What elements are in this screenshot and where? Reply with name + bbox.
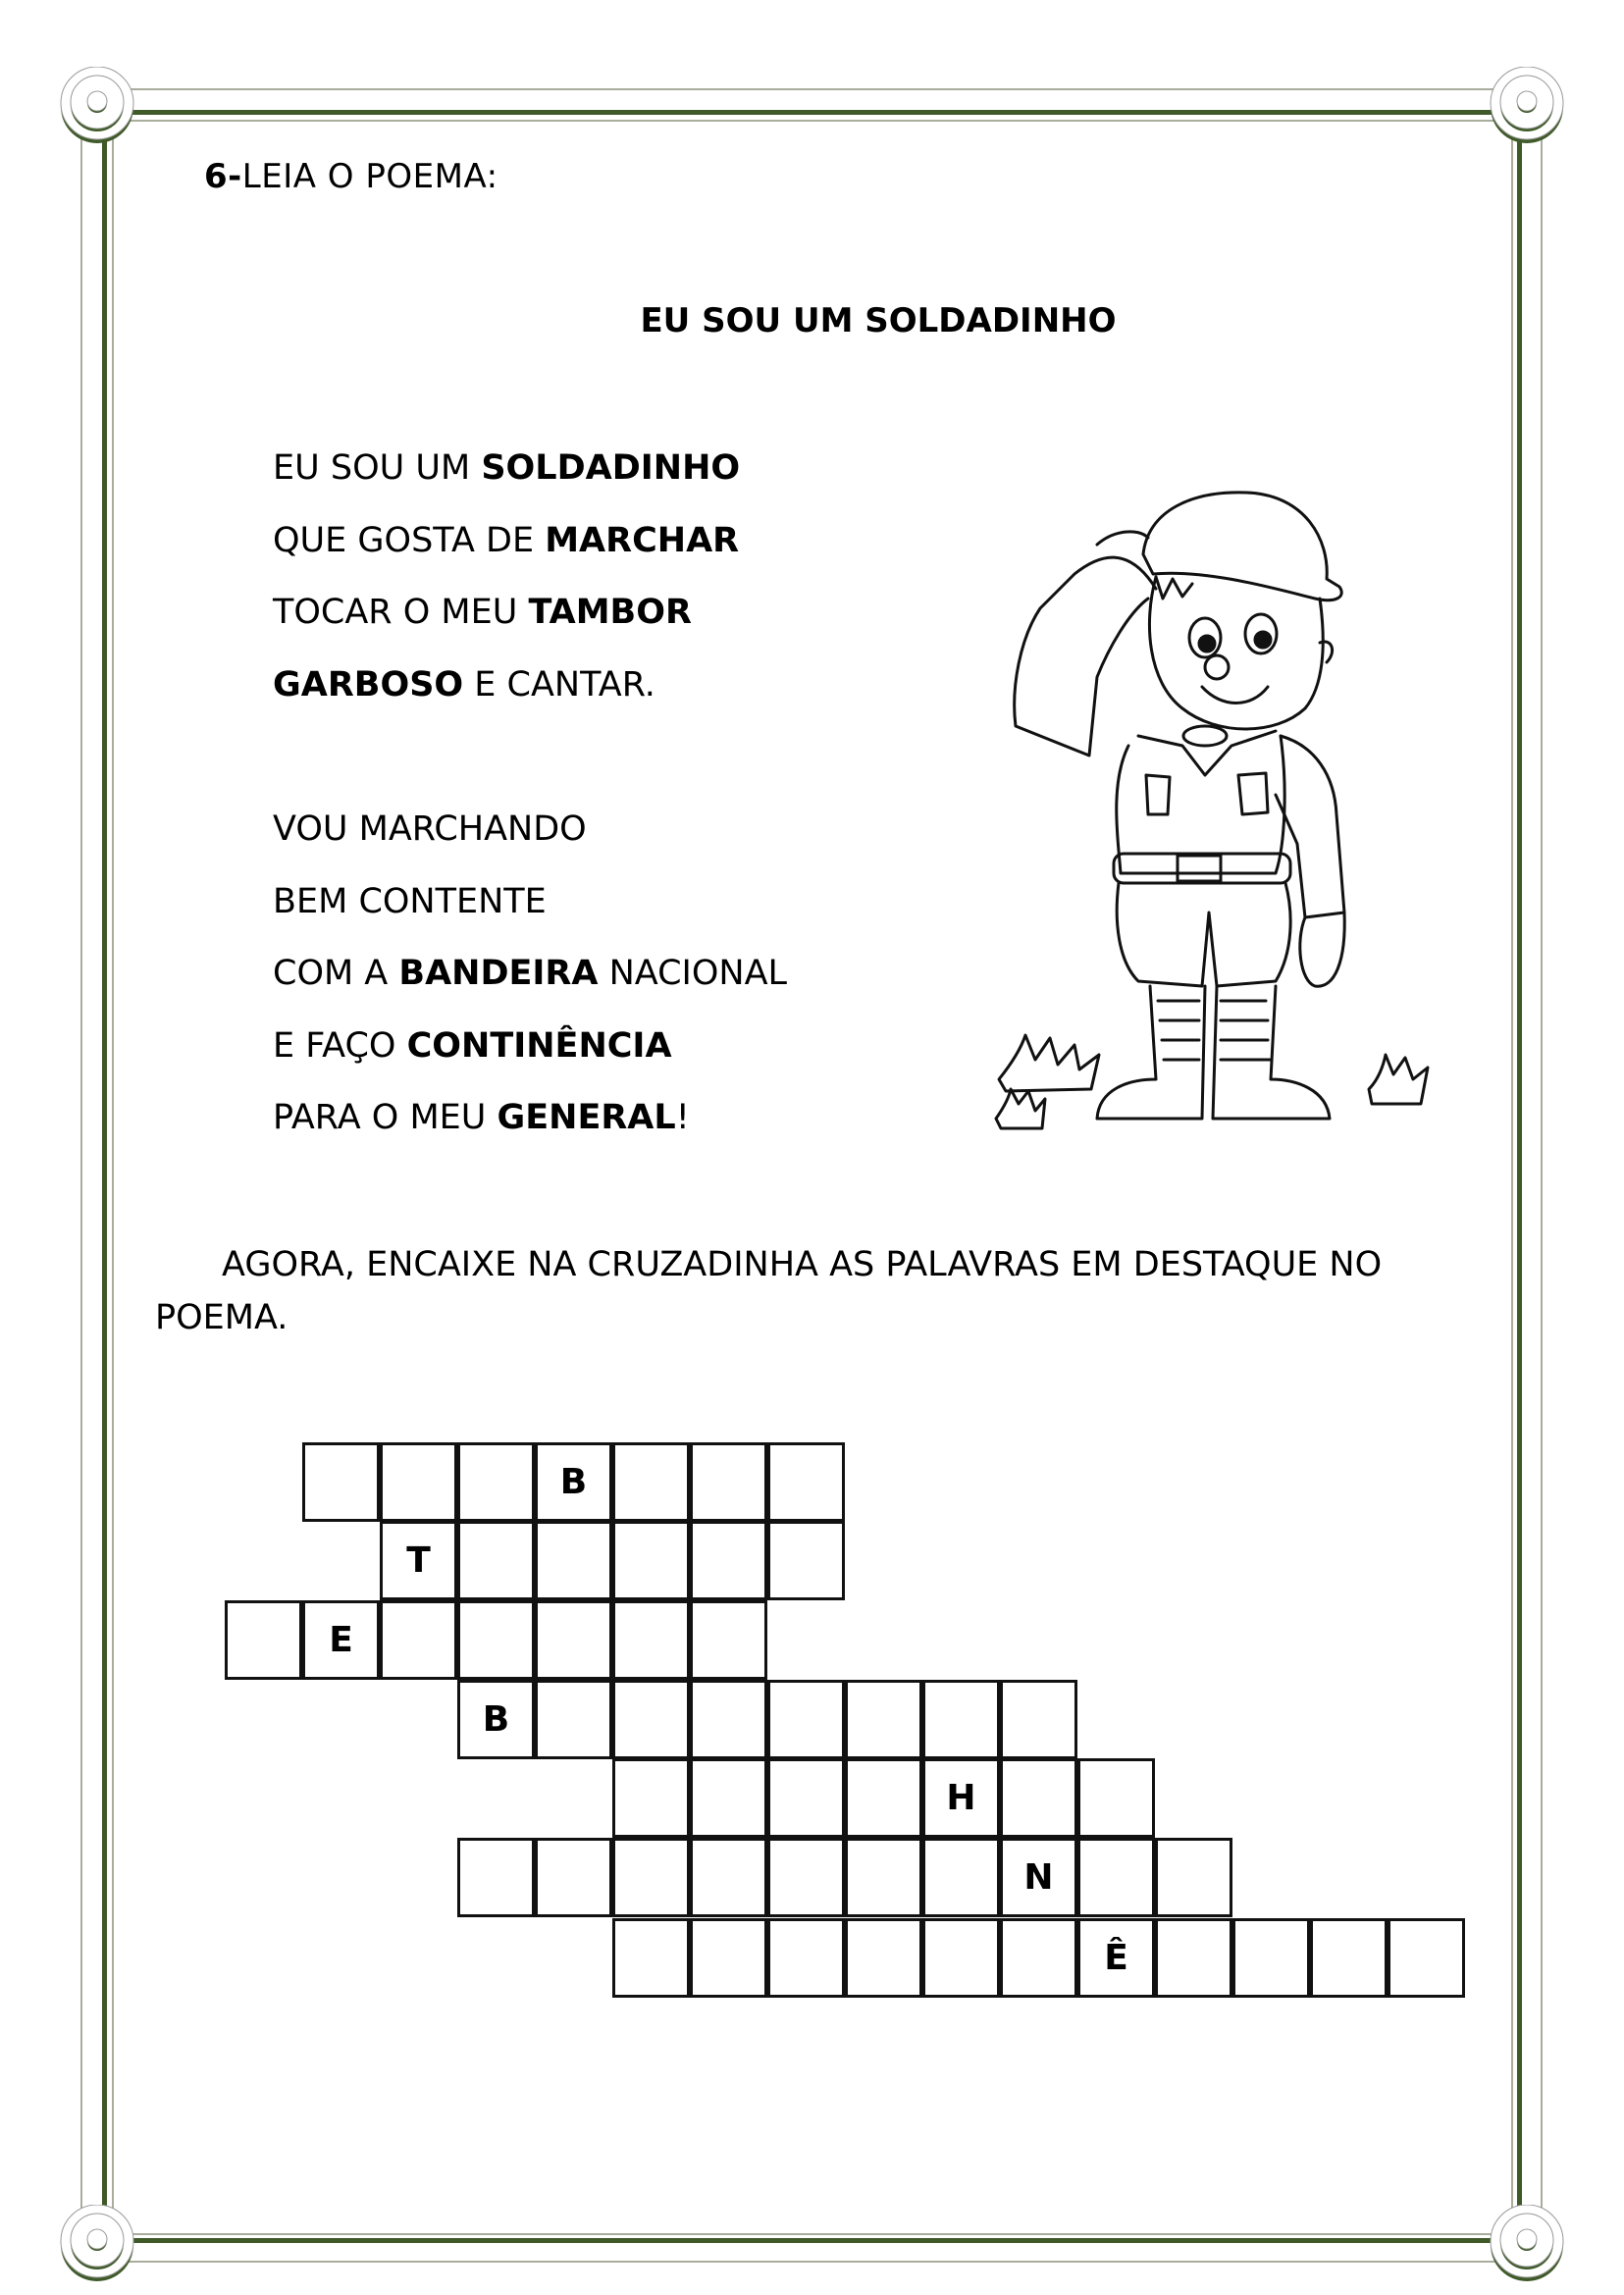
frame-left	[102, 137, 107, 2227]
crossword-cell-given-letter[interactable]: Ê	[1077, 1918, 1155, 1998]
crossword-cell[interactable]	[535, 1838, 612, 1917]
frame-top-outer	[128, 88, 1496, 90]
crossword-cell[interactable]	[535, 1600, 612, 1680]
crossword-cell[interactable]	[457, 1442, 535, 1522]
crossword-cell[interactable]	[1000, 1918, 1077, 1998]
crossword-cell[interactable]	[767, 1758, 845, 1838]
crossword-cell[interactable]	[767, 1838, 845, 1917]
highlighted-word: MARCHAR	[545, 520, 740, 560]
crossword-cell-given-letter[interactable]: T	[380, 1521, 457, 1600]
crossword-cell[interactable]	[1077, 1838, 1155, 1917]
frame-top	[128, 110, 1496, 115]
poem-body	[273, 443, 787, 1166]
crossword-cell[interactable]	[457, 1600, 535, 1680]
crossword-cell[interactable]	[767, 1918, 845, 1998]
crossword-cell[interactable]	[922, 1838, 1000, 1917]
poem-line: PARA O MEU GENERAL!	[273, 1098, 690, 1137]
poem-title: EU SOU UM SOLDADINHO	[640, 301, 1117, 340]
crossword-cell[interactable]	[535, 1521, 612, 1600]
crossword-cell[interactable]	[535, 1680, 612, 1759]
crossword-cell[interactable]	[612, 1521, 690, 1600]
highlighted-word: BANDEIRA	[398, 954, 599, 993]
question-number: 6-	[204, 157, 242, 196]
crossword-cell[interactable]	[380, 1600, 457, 1680]
crossword-cell[interactable]	[1155, 1838, 1232, 1917]
frame-top-inner	[128, 120, 1496, 122]
frame-bottom-outer	[128, 2233, 1496, 2235]
crossword-cell[interactable]	[690, 1680, 767, 1759]
highlighted-word: SOLDADINHO	[481, 448, 741, 488]
crossword-cell[interactable]	[612, 1680, 690, 1759]
frame-bottom-inner	[128, 2261, 1496, 2263]
crossword-cell[interactable]	[767, 1521, 845, 1600]
corner-ornament-icon	[1489, 2205, 1565, 2281]
crossword-cell[interactable]	[845, 1758, 922, 1838]
frame-left-inner	[112, 137, 114, 2227]
poem-line: TOCAR O MEU TAMBOR	[273, 593, 692, 632]
poem-line: EU SOU UM SOLDADINHO	[273, 448, 741, 488]
crossword-cell[interactable]	[612, 1600, 690, 1680]
crossword-cell[interactable]	[225, 1600, 302, 1680]
question-heading	[204, 157, 498, 196]
crossword-cell[interactable]	[767, 1680, 845, 1759]
crossword-cell[interactable]	[922, 1918, 1000, 1998]
crossword-cell[interactable]	[302, 1442, 380, 1522]
frame-right	[1517, 137, 1522, 2227]
frame-bottom	[128, 2238, 1496, 2243]
crossword-cell[interactable]	[690, 1758, 767, 1838]
crossword-cell[interactable]	[1077, 1758, 1155, 1838]
question-instruction: LEIA O POEMA:	[241, 157, 498, 196]
crossword-cell[interactable]	[457, 1838, 535, 1917]
crossword-cell-given-letter[interactable]: B	[457, 1680, 535, 1759]
crossword-cell-given-letter[interactable]: B	[535, 1442, 612, 1522]
crossword-cell-given-letter[interactable]: H	[922, 1758, 1000, 1838]
soldier-illustration	[981, 451, 1433, 1138]
crossword-cell[interactable]	[690, 1521, 767, 1600]
frame-left-outer	[80, 137, 82, 2227]
highlighted-word: GARBOSO	[273, 664, 464, 704]
crossword-cell[interactable]	[690, 1838, 767, 1917]
poem-line: GARBOSO E CANTAR.	[273, 664, 655, 704]
crossword-cell[interactable]	[457, 1521, 535, 1600]
crossword-cell[interactable]	[845, 1918, 922, 1998]
poem-line: VOU MARCHANDO	[273, 809, 587, 849]
crossword-cell[interactable]	[1310, 1918, 1388, 1998]
crossword-cell[interactable]	[767, 1442, 845, 1522]
crossword-cell[interactable]	[612, 1838, 690, 1917]
crossword-cell[interactable]	[612, 1758, 690, 1838]
crossword-cell[interactable]	[1155, 1918, 1232, 1998]
stanza-gap	[273, 732, 787, 805]
crossword-cell[interactable]	[690, 1442, 767, 1522]
highlighted-word: CONTINÊNCIA	[406, 1025, 672, 1066]
poem-line: E FAÇO CONTINÊNCIA	[273, 1025, 672, 1066]
crossword-cell[interactable]	[1000, 1680, 1077, 1759]
corner-ornament-icon	[1489, 67, 1565, 143]
crossword-cell[interactable]	[690, 1600, 767, 1680]
corner-ornament-icon	[59, 2205, 135, 2281]
crossword-cell[interactable]	[380, 1442, 457, 1522]
poem-line: QUE GOSTA DE MARCHAR	[273, 520, 740, 560]
crossword-instruction: AGORA, ENCAIXE NA CRUZADINHA AS PALAVRAS EM DESTAQUE NO POEMA.	[155, 1245, 1383, 1337]
frame-right-outer	[1511, 137, 1513, 2227]
highlighted-word: GENERAL	[497, 1098, 676, 1137]
crossword-cell[interactable]	[845, 1680, 922, 1759]
corner-ornament-icon	[59, 67, 135, 143]
crossword-cell[interactable]	[612, 1918, 690, 1998]
frame-right-inner	[1541, 137, 1543, 2227]
crossword-cell-given-letter[interactable]: N	[1000, 1838, 1077, 1917]
crossword-cell[interactable]	[690, 1918, 767, 1998]
crossword-cell[interactable]	[1232, 1918, 1310, 1998]
crossword-cell[interactable]	[612, 1442, 690, 1522]
crossword-cell-given-letter[interactable]: E	[302, 1600, 380, 1680]
poem-line: BEM CONTENTE	[273, 881, 547, 921]
crossword-cell[interactable]	[1388, 1918, 1465, 1998]
crossword-cell[interactable]	[922, 1680, 1000, 1759]
crossword-cell[interactable]	[1000, 1758, 1077, 1838]
highlighted-word: TAMBOR	[528, 593, 692, 632]
crossword-cell[interactable]	[845, 1838, 922, 1917]
poem-line: COM A BANDEIRA NACIONAL	[273, 954, 788, 993]
